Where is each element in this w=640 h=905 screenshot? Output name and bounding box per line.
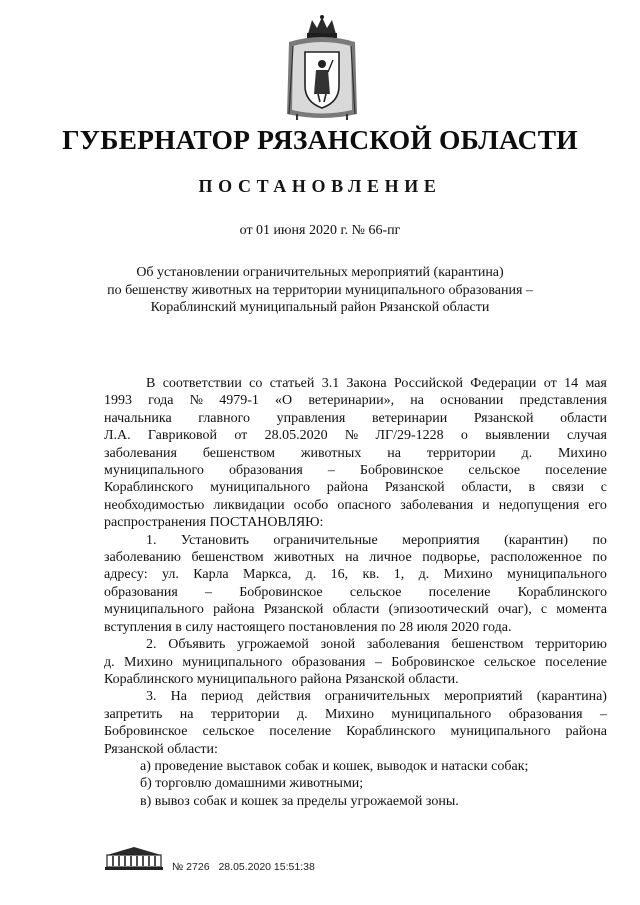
body-line: адресу: ул. Карла Маркса, д. 16, кв. 1, д. Михино муниципального (104, 567, 607, 583)
governor-title: ГУБЕРНАТОР РЯЗАНСКОЙ ОБЛАСТИ (62, 124, 578, 155)
subject-line: по бешенству животных на территории муниципального образования – (107, 282, 533, 298)
document-body (104, 375, 607, 810)
building-stamp-icon (103, 845, 165, 871)
body-line: Л.А. Гавриковой от 28.05.2020 № ЛГ/29-1228 о выявлении случая (104, 428, 607, 444)
body-line: запретить на территории д. Михино муниципального образования – (104, 706, 607, 722)
document-subject (90, 264, 550, 317)
body-line: начальника главного управления ветеринарии Рязанской области (104, 410, 607, 426)
body-line: вступления в силу настоящего постановления по 28 июля 2020 года. (104, 619, 512, 635)
registration-number: № 2726 (172, 861, 210, 873)
body-line: 1993 года № 4979-1 «О ветеринарии», на основании представления (104, 393, 607, 409)
registration-datetime: 28.05.2020 15:51:38 (218, 861, 315, 873)
body-line: муниципального образования – Бобровинское сельское поселение (104, 463, 607, 479)
body-line: 2. Объявить угрожаемой зоной заболевания бешенством территорию (146, 637, 607, 653)
document-date-number: от 01 июня 2020 г. № 66-пг (239, 223, 401, 238)
body-line: 1. Установить ограничительные мероприятия (карантин) по (146, 532, 607, 548)
body-line: Рязанской области: (104, 741, 218, 757)
body-line: Бобровинское сельское поселение Кораблинского муниципального района (104, 724, 607, 740)
registration-stamp (172, 861, 315, 873)
subject-line: Об установлении ограничительных мероприятий (карантина) (136, 265, 504, 280)
body-line: б) торговлю домашними животными; (140, 776, 364, 792)
body-line: 3. На период действия ограничительных мероприятий (карантина) (146, 689, 607, 705)
body-line: В соответствии со статьей 3.1 Закона Российской Федерации от 14 мая (146, 376, 607, 391)
body-line: Кораблинского муниципального района Рязанской области, в связи с (104, 480, 607, 496)
body-line: муниципального района Рязанской области (эпизоотический очаг), с момента (104, 602, 607, 618)
subject-line: Кораблинский муниципальный район Рязанской области (150, 300, 490, 315)
coat-of-arms-icon (283, 14, 361, 122)
body-line: д. Михино муниципального образования – Бобровинское сельское поселение (104, 654, 607, 670)
body-line: заболевания бешенством животных на территории д. Михино (104, 445, 607, 461)
body-line: распространения ПОСТАНОВЛЯЮ: (104, 515, 324, 531)
body-line: заболеванию бешенством животных на личное подворье, расположенное по (104, 550, 607, 566)
body-line: в) вывоз собак и кошек за пределы угрожаемой зоны. (140, 793, 459, 809)
body-line: Кораблинского муниципального района Рязанской области. (104, 671, 459, 687)
body-line: а) проведение выставок собак и кошек, выводок и натаски собак; (140, 758, 529, 774)
document-type-heading: ПОСТАНОВЛЕНИЕ (198, 176, 442, 196)
body-line: необходимостью ликвидации особо опасного заболевания и недопущения его (104, 497, 607, 513)
body-line: образования – Бобровинское сельское поселение Кораблинского (104, 584, 607, 600)
